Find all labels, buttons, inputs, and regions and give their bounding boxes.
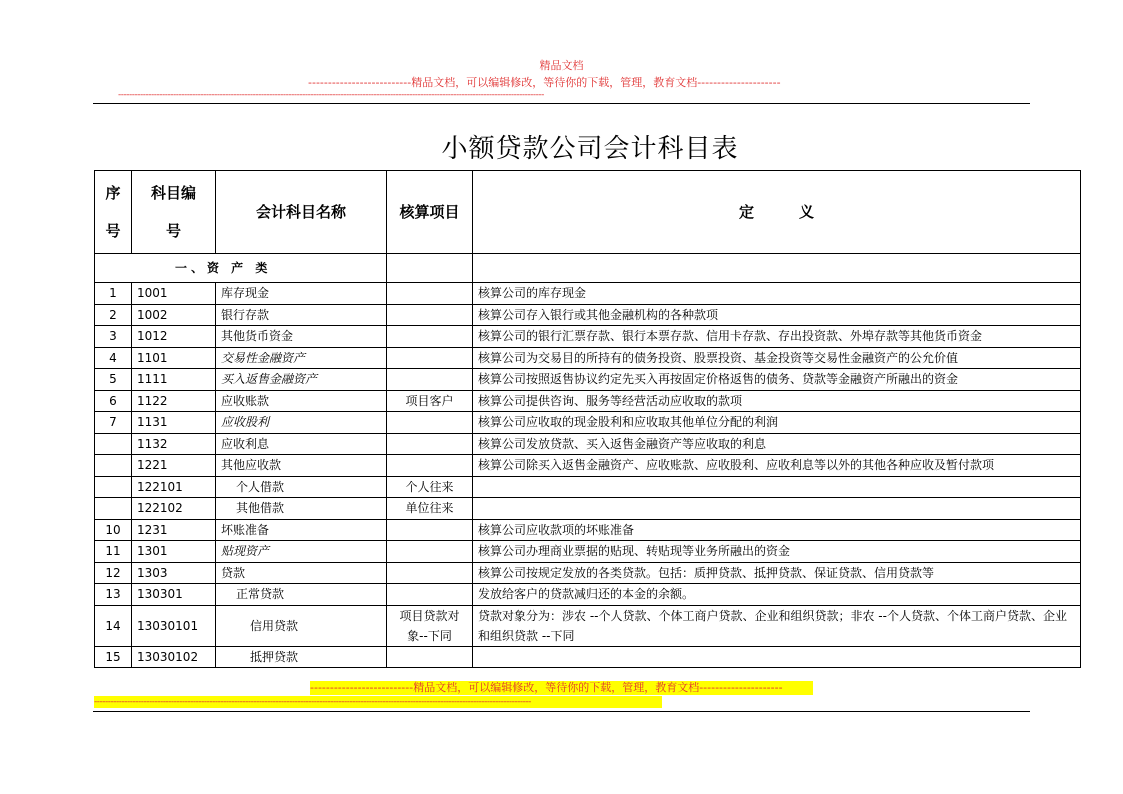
row-name: 其他借款 — [216, 498, 387, 520]
table-row — [95, 347, 1081, 369]
row-code: 1001 — [132, 283, 216, 305]
row-definition: 核算公司除买入返售金融资产、应收账款、应收股利、应收利息等以外的其他各种应收及暂付款项 — [473, 455, 1081, 477]
row-definition: 核算公司的库存现金 — [473, 283, 1081, 305]
row-seq: 7 — [95, 412, 132, 434]
row-item — [387, 646, 473, 668]
row-name: 正常贷款 — [216, 584, 387, 606]
row-definition: 核算公司存入银行或其他金融机构的各种款项 — [473, 304, 1081, 326]
col-header-code: 科目编号 — [132, 171, 216, 254]
table-row — [95, 584, 1081, 606]
table-row — [95, 476, 1081, 498]
row-name: 个人借款 — [216, 476, 387, 498]
row-code: 1122 — [132, 390, 216, 412]
table-row — [95, 562, 1081, 584]
row-definition: 贷款对象分为：涉农 --个人贷款、个体工商户贷款、企业和组织贷款；非农 --个人贷款、个体工商户贷款、企业和组织贷款 --下同 — [473, 605, 1081, 646]
row-item: 项目贷款对象--下同 — [387, 605, 473, 646]
table-row — [95, 519, 1081, 541]
accounts-table — [94, 170, 1081, 668]
row-item: 单位往来 — [387, 498, 473, 520]
row-name: 其他应收款 — [216, 455, 387, 477]
col-header-seq: 序号 — [95, 171, 132, 254]
table-row — [95, 541, 1081, 563]
row-definition: 核算公司应收款项的坏账准备 — [473, 519, 1081, 541]
row-definition: 核算公司按规定发放的各类贷款。包括：质押贷款、抵押贷款、保证贷款、信用贷款等 — [473, 562, 1081, 584]
row-seq: 6 — [95, 390, 132, 412]
header-watermark-title: 精品文档 — [539, 59, 584, 72]
header-rule — [93, 103, 1030, 104]
row-definition: 发放给客户的贷款减归还的本金的余额。 — [473, 584, 1081, 606]
row-seq: 5 — [95, 369, 132, 391]
row-definition: 核算公司办理商业票据的贴现、转贴现等业务所融出的资金 — [473, 541, 1081, 563]
row-code: 13030101 — [132, 605, 216, 646]
table-row — [95, 605, 1081, 646]
row-seq: 1 — [95, 283, 132, 305]
table-row — [95, 498, 1081, 520]
row-name: 交易性金融资产 — [216, 347, 387, 369]
row-item — [387, 326, 473, 348]
footer-rule — [93, 711, 1030, 712]
table-row — [95, 646, 1081, 668]
col-header-name: 会计科目名称 — [216, 171, 387, 254]
table-row — [95, 412, 1081, 434]
row-name: 库存现金 — [216, 283, 387, 305]
row-code: 1131 — [132, 412, 216, 434]
row-code: 1002 — [132, 304, 216, 326]
row-code: 130301 — [132, 584, 216, 606]
row-seq: 12 — [95, 562, 132, 584]
table-row — [95, 326, 1081, 348]
table-row — [95, 390, 1081, 412]
row-seq: 3 — [95, 326, 132, 348]
row-seq: 13 — [95, 584, 132, 606]
row-seq: 14 — [95, 605, 132, 646]
row-code: 1231 — [132, 519, 216, 541]
row-item — [387, 584, 473, 606]
row-code: 1301 — [132, 541, 216, 563]
row-code: 1221 — [132, 455, 216, 477]
row-seq: 2 — [95, 304, 132, 326]
row-definition — [473, 646, 1081, 668]
row-name: 买入返售金融资产 — [216, 369, 387, 391]
row-name: 应收利息 — [216, 433, 387, 455]
row-name: 贴现资产 — [216, 541, 387, 563]
table-row — [95, 304, 1081, 326]
section-row — [95, 254, 1081, 283]
row-name: 应收股利 — [216, 412, 387, 434]
table-row — [95, 369, 1081, 391]
row-name: 应收账款 — [216, 390, 387, 412]
row-seq — [95, 498, 132, 520]
row-name: 银行存款 — [216, 304, 387, 326]
row-item: 个人往来 — [387, 476, 473, 498]
table-header-row — [95, 171, 1081, 254]
row-item — [387, 412, 473, 434]
col-header-item: 核算项目 — [387, 171, 473, 254]
row-code: 122102 — [132, 498, 216, 520]
table-row — [95, 433, 1081, 455]
row-seq — [95, 433, 132, 455]
row-name: 坏账准备 — [216, 519, 387, 541]
section-title: 一、资 产 类 — [95, 254, 387, 283]
row-seq: 10 — [95, 519, 132, 541]
col-header-def: 定 义 — [473, 171, 1081, 254]
row-definition — [473, 498, 1081, 520]
footer-watermark-line: --------------------------精品文档，可以编辑修改，等待你的下载，管理，教育文档--------------------- — [310, 681, 813, 695]
row-item — [387, 347, 473, 369]
page-title: 小额贷款公司会计科目表 — [441, 134, 739, 164]
row-code: 13030102 — [132, 646, 216, 668]
row-definition — [473, 476, 1081, 498]
row-item — [387, 562, 473, 584]
table-row — [95, 455, 1081, 477]
row-code: 1101 — [132, 347, 216, 369]
row-item — [387, 455, 473, 477]
row-definition: 核算公司为交易目的所持有的债务投资、股票投资、基金投资等交易性金融资产的公允价值 — [473, 347, 1081, 369]
row-code: 1111 — [132, 369, 216, 391]
row-item — [387, 433, 473, 455]
table-row — [95, 283, 1081, 305]
row-definition: 核算公司的银行汇票存款、银行本票存款、信用卡存款、存出投资款、外埠存款等其他货币资金 — [473, 326, 1081, 348]
row-definition: 核算公司按照返售协议约定先买入再按固定价格返售的债务、贷款等金融资产所融出的资金 — [473, 369, 1081, 391]
row-code: 122101 — [132, 476, 216, 498]
row-seq: 11 — [95, 541, 132, 563]
row-seq — [95, 476, 132, 498]
header-watermark-line: --------------------------精品文档，可以编辑修改，等待你的下载，管理，教育文档--------------------- — [308, 76, 781, 89]
row-item — [387, 519, 473, 541]
header-dashed-line: ----------------------------------------------------------------------------------------------------------------------------------------------------------- — [118, 90, 544, 100]
row-seq — [95, 455, 132, 477]
row-seq: 4 — [95, 347, 132, 369]
row-item — [387, 541, 473, 563]
row-name: 抵押贷款 — [216, 646, 387, 668]
row-code: 1303 — [132, 562, 216, 584]
row-name: 贷款 — [216, 562, 387, 584]
row-seq: 15 — [95, 646, 132, 668]
row-item — [387, 283, 473, 305]
row-definition: 核算公司发放贷款、买入返售金融资产等应收取的利息 — [473, 433, 1081, 455]
row-definition: 核算公司应收取的现金股利和应收取其他单位分配的利润 — [473, 412, 1081, 434]
row-item — [387, 304, 473, 326]
row-name: 其他货币资金 — [216, 326, 387, 348]
footer-dashed-line: --------------------------------------------------------------------------------------------------------------------------------------------------------------- — [94, 696, 662, 708]
row-code: 1012 — [132, 326, 216, 348]
row-code: 1132 — [132, 433, 216, 455]
row-name: 信用贷款 — [216, 605, 387, 646]
row-definition: 核算公司提供咨询、服务等经营活动应收取的款项 — [473, 390, 1081, 412]
row-item: 项目客户 — [387, 390, 473, 412]
row-item — [387, 369, 473, 391]
